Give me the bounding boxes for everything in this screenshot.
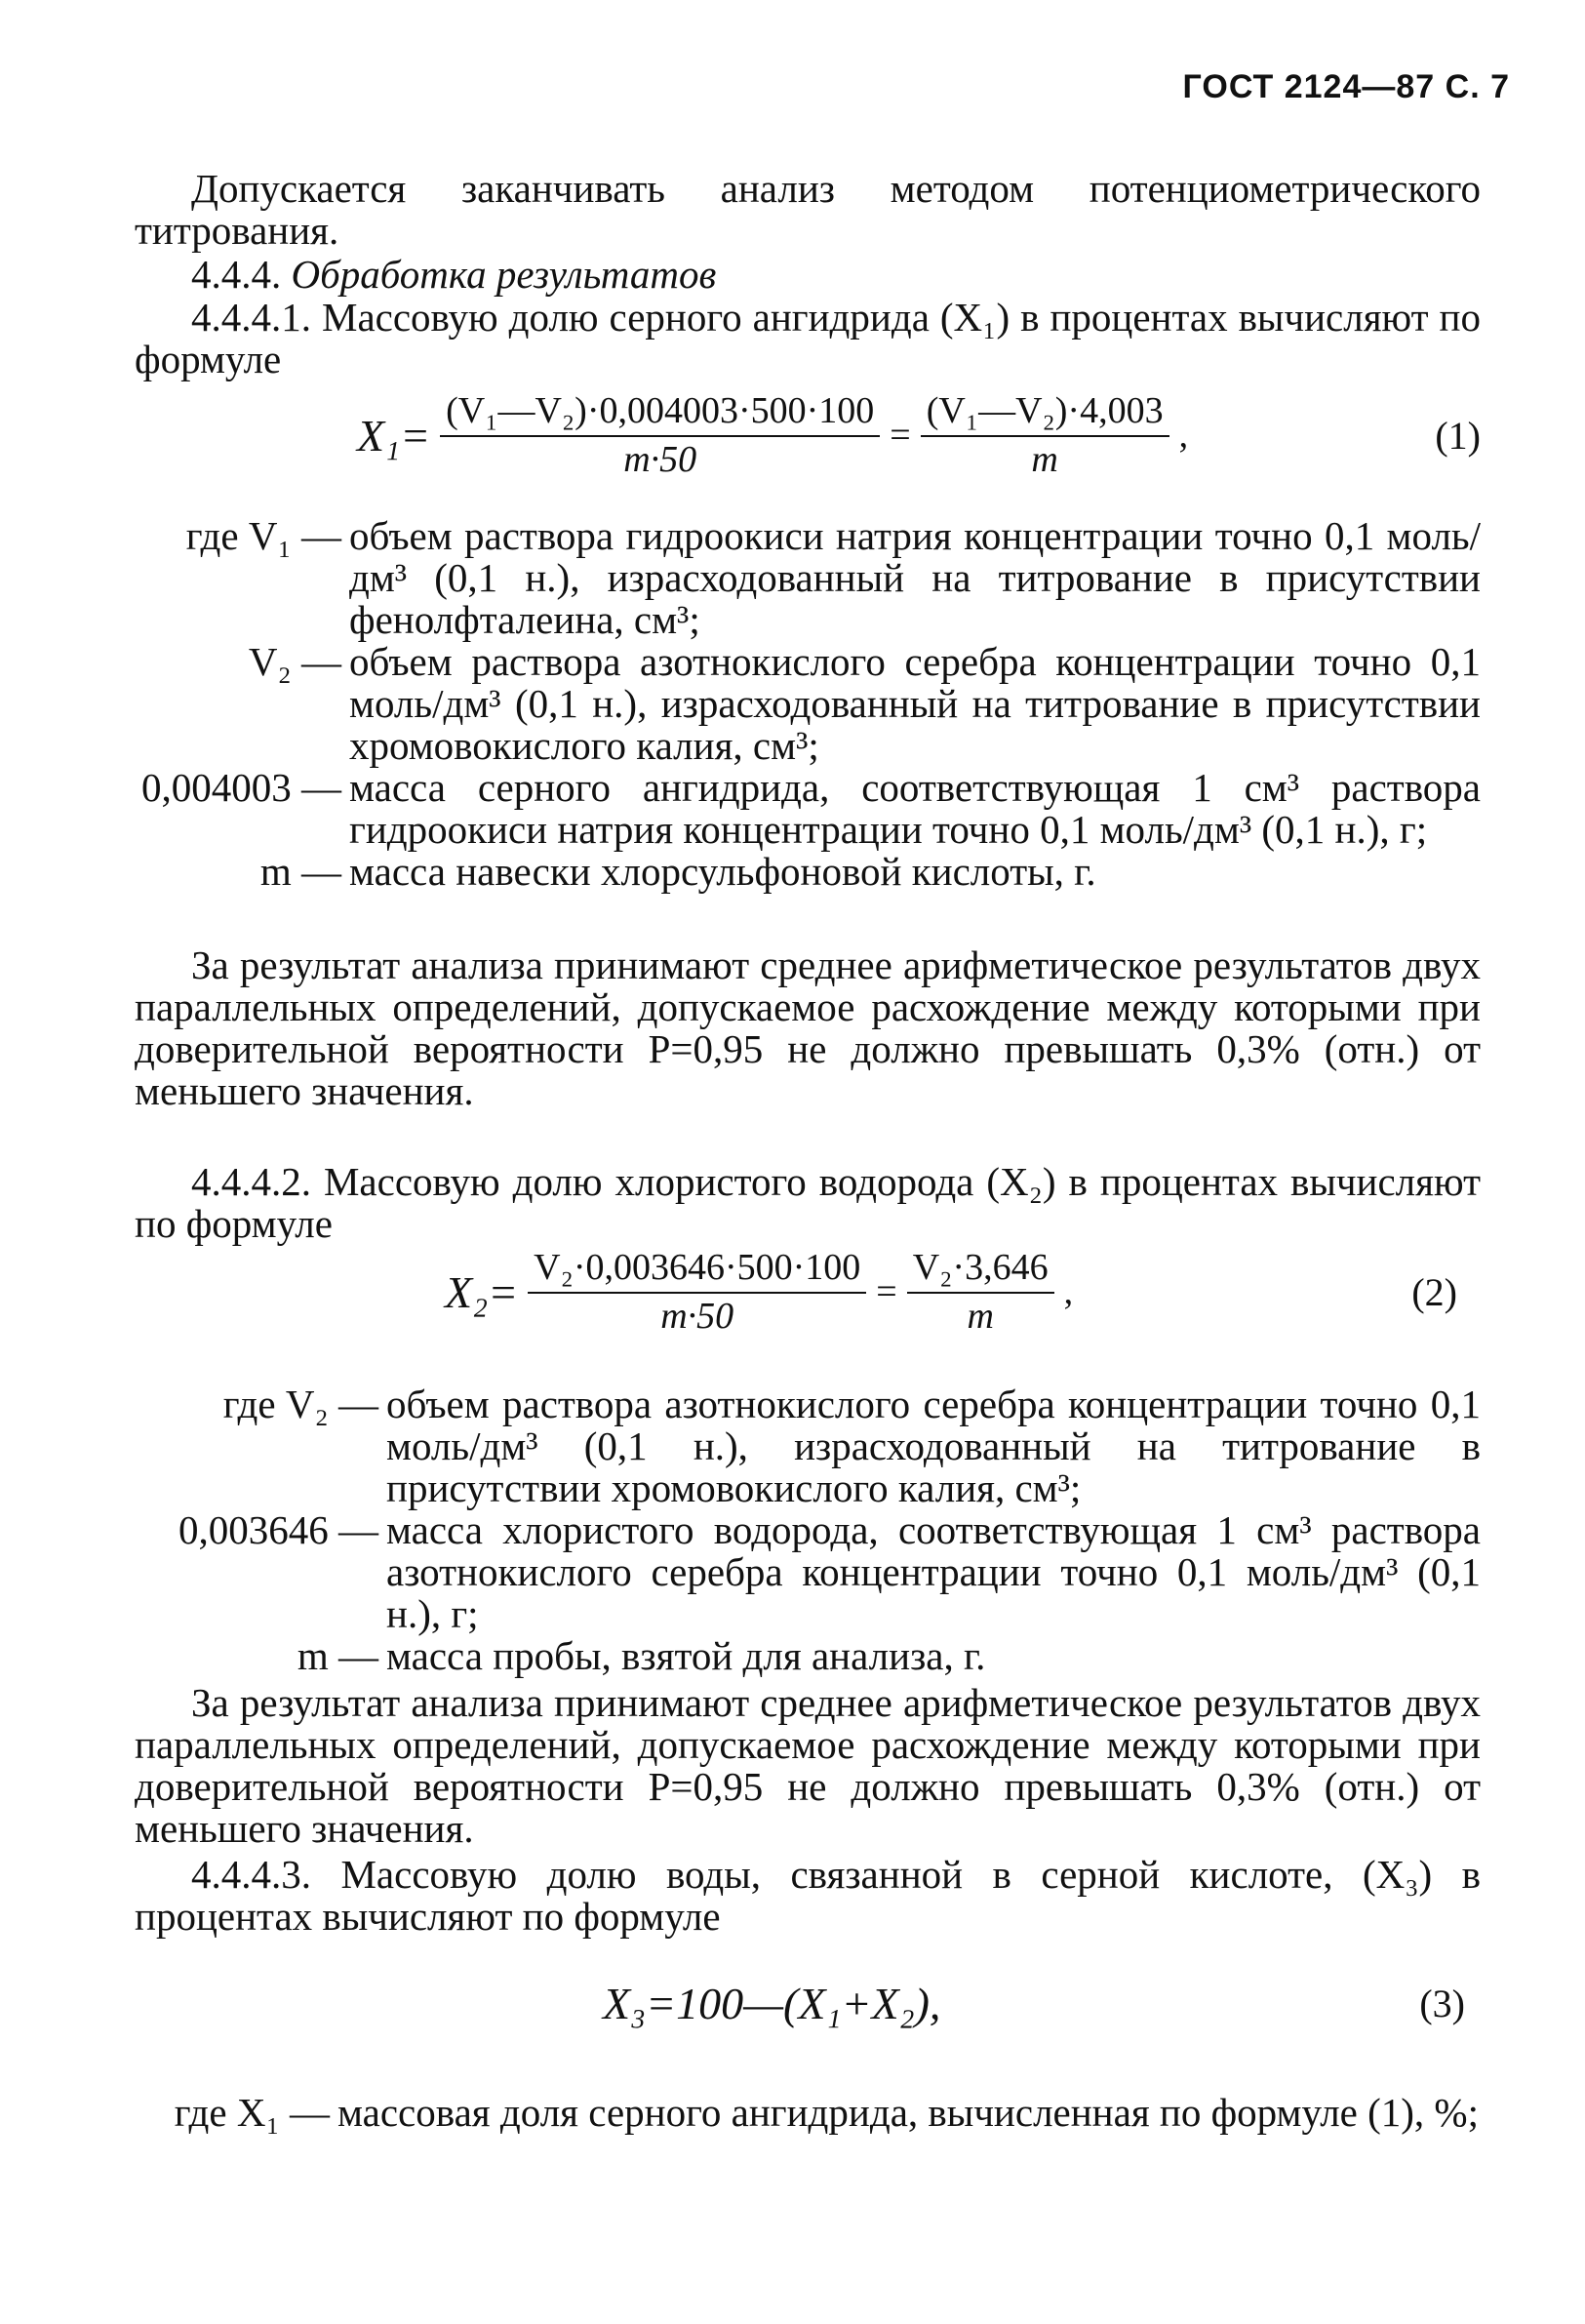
paragraph-4442: 4.4.4.2. Массовую долю хлористого водорода (X₂) в процентах вычисляют по формуле: [135, 1159, 1481, 1247]
definition-text: масса серного ангидрида, соответствующая 1 см³ раствора гидроокиси натрия концентрации точно 0,1 моль/дм³ (0,1 н.), г;: [349, 765, 1481, 853]
formula-2-fraction-a: [528, 1249, 866, 1337]
formula-2-denominator-a: m·50: [660, 1295, 734, 1337]
paragraph-result-1: За результат анализа принимают среднее арифметическое результатов двух параллельных определений, допускаемое расхождение между которыми при доверительной вероятности P=0,95 не должно превышать 0,3% (отн.) от меньшего значения.: [135, 942, 1481, 1114]
formula-2-numerator-b: V₂·3,646: [907, 1249, 1054, 1294]
definition-label: 0,004003 —: [141, 765, 341, 811]
section-heading: [135, 254, 1481, 296]
definition-m-2: [135, 1635, 1481, 1677]
definition-text: масса пробы, взятой для анализа, г.: [386, 1633, 986, 1679]
definition-coef-2: [107, 1509, 1481, 1635]
definition-label: V₂ —: [248, 639, 341, 685]
definition-text: объем раствора азотнокислого серебра концентрации точно 0,1 моль/дм³ (0,1 н.), израсходованный на титрование в присутствии хромовокислого калия, см³;: [386, 1382, 1481, 1511]
formula-3-expression: X₃=100—(X₁+X₂),: [603, 1979, 941, 2028]
definition-label: m —: [297, 1633, 378, 1679]
formula-2-lhs: X₂=: [445, 1266, 519, 1317]
section-number: 4.4.4.: [191, 252, 282, 297]
formula-1-fraction-b: [921, 392, 1169, 480]
definition-text: массовая доля серного ангидрида, вычисленная по формуле (1), %;: [337, 2090, 1479, 2135]
formula-1-denominator-a: m·50: [623, 438, 697, 480]
document-page: [135, 0, 1510, 2324]
formula-3: [603, 1981, 1481, 2027]
paragraph-result-2: За результат анализа принимают среднее арифметическое результатов двух параллельных определений, допускаемое расхождение между которыми при доверительной вероятности P=0,95 не должно превышать 0,3% (отн.) от меньшего значения.: [135, 1680, 1481, 1852]
formula-2-fraction-b: [907, 1249, 1054, 1337]
definitions-3: [135, 2092, 1481, 2134]
definitions-1: [135, 515, 1481, 893]
paragraph-potentiometric: Допускается заканчивать анализ методом потенциометрического титрования.: [135, 166, 1481, 254]
formula-1-lhs: X₁=: [357, 410, 431, 461]
definitions-2: [135, 1383, 1481, 1677]
definition-label: m —: [259, 849, 341, 895]
paragraph-4443: 4.4.4.3. Массовую долю воды, связанной в серной кислоте, (X₃) в процентах вычисляют по формуле: [135, 1852, 1481, 1940]
definition-label: где V₂ —: [222, 1382, 378, 1426]
definition-text: масса хлористого водорода, соответствующая 1 см³ раствора азотнокислого серебра концентрации точно 0,1 моль/дм³ (0,1 н.), г;: [386, 1507, 1481, 1637]
definition-v1: [135, 515, 1481, 641]
formula-1-denominator-b: m: [1031, 438, 1058, 480]
formula-3-number: (3): [1419, 1982, 1465, 2026]
definition-text: масса навески хлорсульфоновой кислоты, г.: [349, 849, 1096, 895]
definition-v2: [135, 641, 1481, 767]
formula-2: [445, 1249, 1481, 1337]
formula-1-numerator-b: (V₁—V₂)·4,003: [921, 392, 1169, 437]
definition-m-1: [135, 851, 1481, 893]
formula-1-number: (1): [1435, 413, 1481, 458]
definition-text: объем раствора гидроокиси натрия концентрации точно 0,1 моль/дм³ (0,1 н.), израсходованный на титрование в присутствии фенолфталеина, см³;: [349, 513, 1481, 643]
formula-1-fraction-a: [440, 392, 880, 480]
definition-label: где V₁ —: [185, 513, 341, 558]
definition-label: 0,003646 —: [178, 1507, 378, 1553]
definition-v2-b: [135, 1383, 1481, 1509]
formula-2-denominator-b: m: [967, 1295, 994, 1337]
definition-text: объем раствора азотнокислого серебра концентрации точно 0,1 моль/дм³ (0,1 н.), израсходованный на титрование в присутствии хромовокислого калия, см³;: [349, 639, 1481, 769]
formula-2-comma: ,: [1063, 1270, 1074, 1312]
paragraph-4441: 4.4.4.1. Массовую долю серного ангидрида (X₁) в процентах вычисляют по формуле: [135, 295, 1481, 382]
page-header: ГОСТ 2124—87 С. 7: [1182, 68, 1510, 105]
formula-1-comma: ,: [1178, 414, 1189, 456]
formula-1: [357, 392, 1481, 480]
definition-x1: [135, 2092, 1481, 2134]
formula-1-equals: =: [890, 414, 911, 456]
definition-label: где X₁ —: [174, 2090, 330, 2135]
formula-2-number: (2): [1411, 1269, 1457, 1314]
formula-2-numerator-a: V₂·0,003646·500·100: [528, 1249, 866, 1294]
section-title: Обработка результатов: [291, 252, 717, 297]
definition-coef-1: [84, 767, 1481, 851]
formula-2-equals: =: [876, 1270, 897, 1312]
formula-1-numerator-a: (V₁—V₂)·0,004003·500·100: [440, 392, 880, 437]
